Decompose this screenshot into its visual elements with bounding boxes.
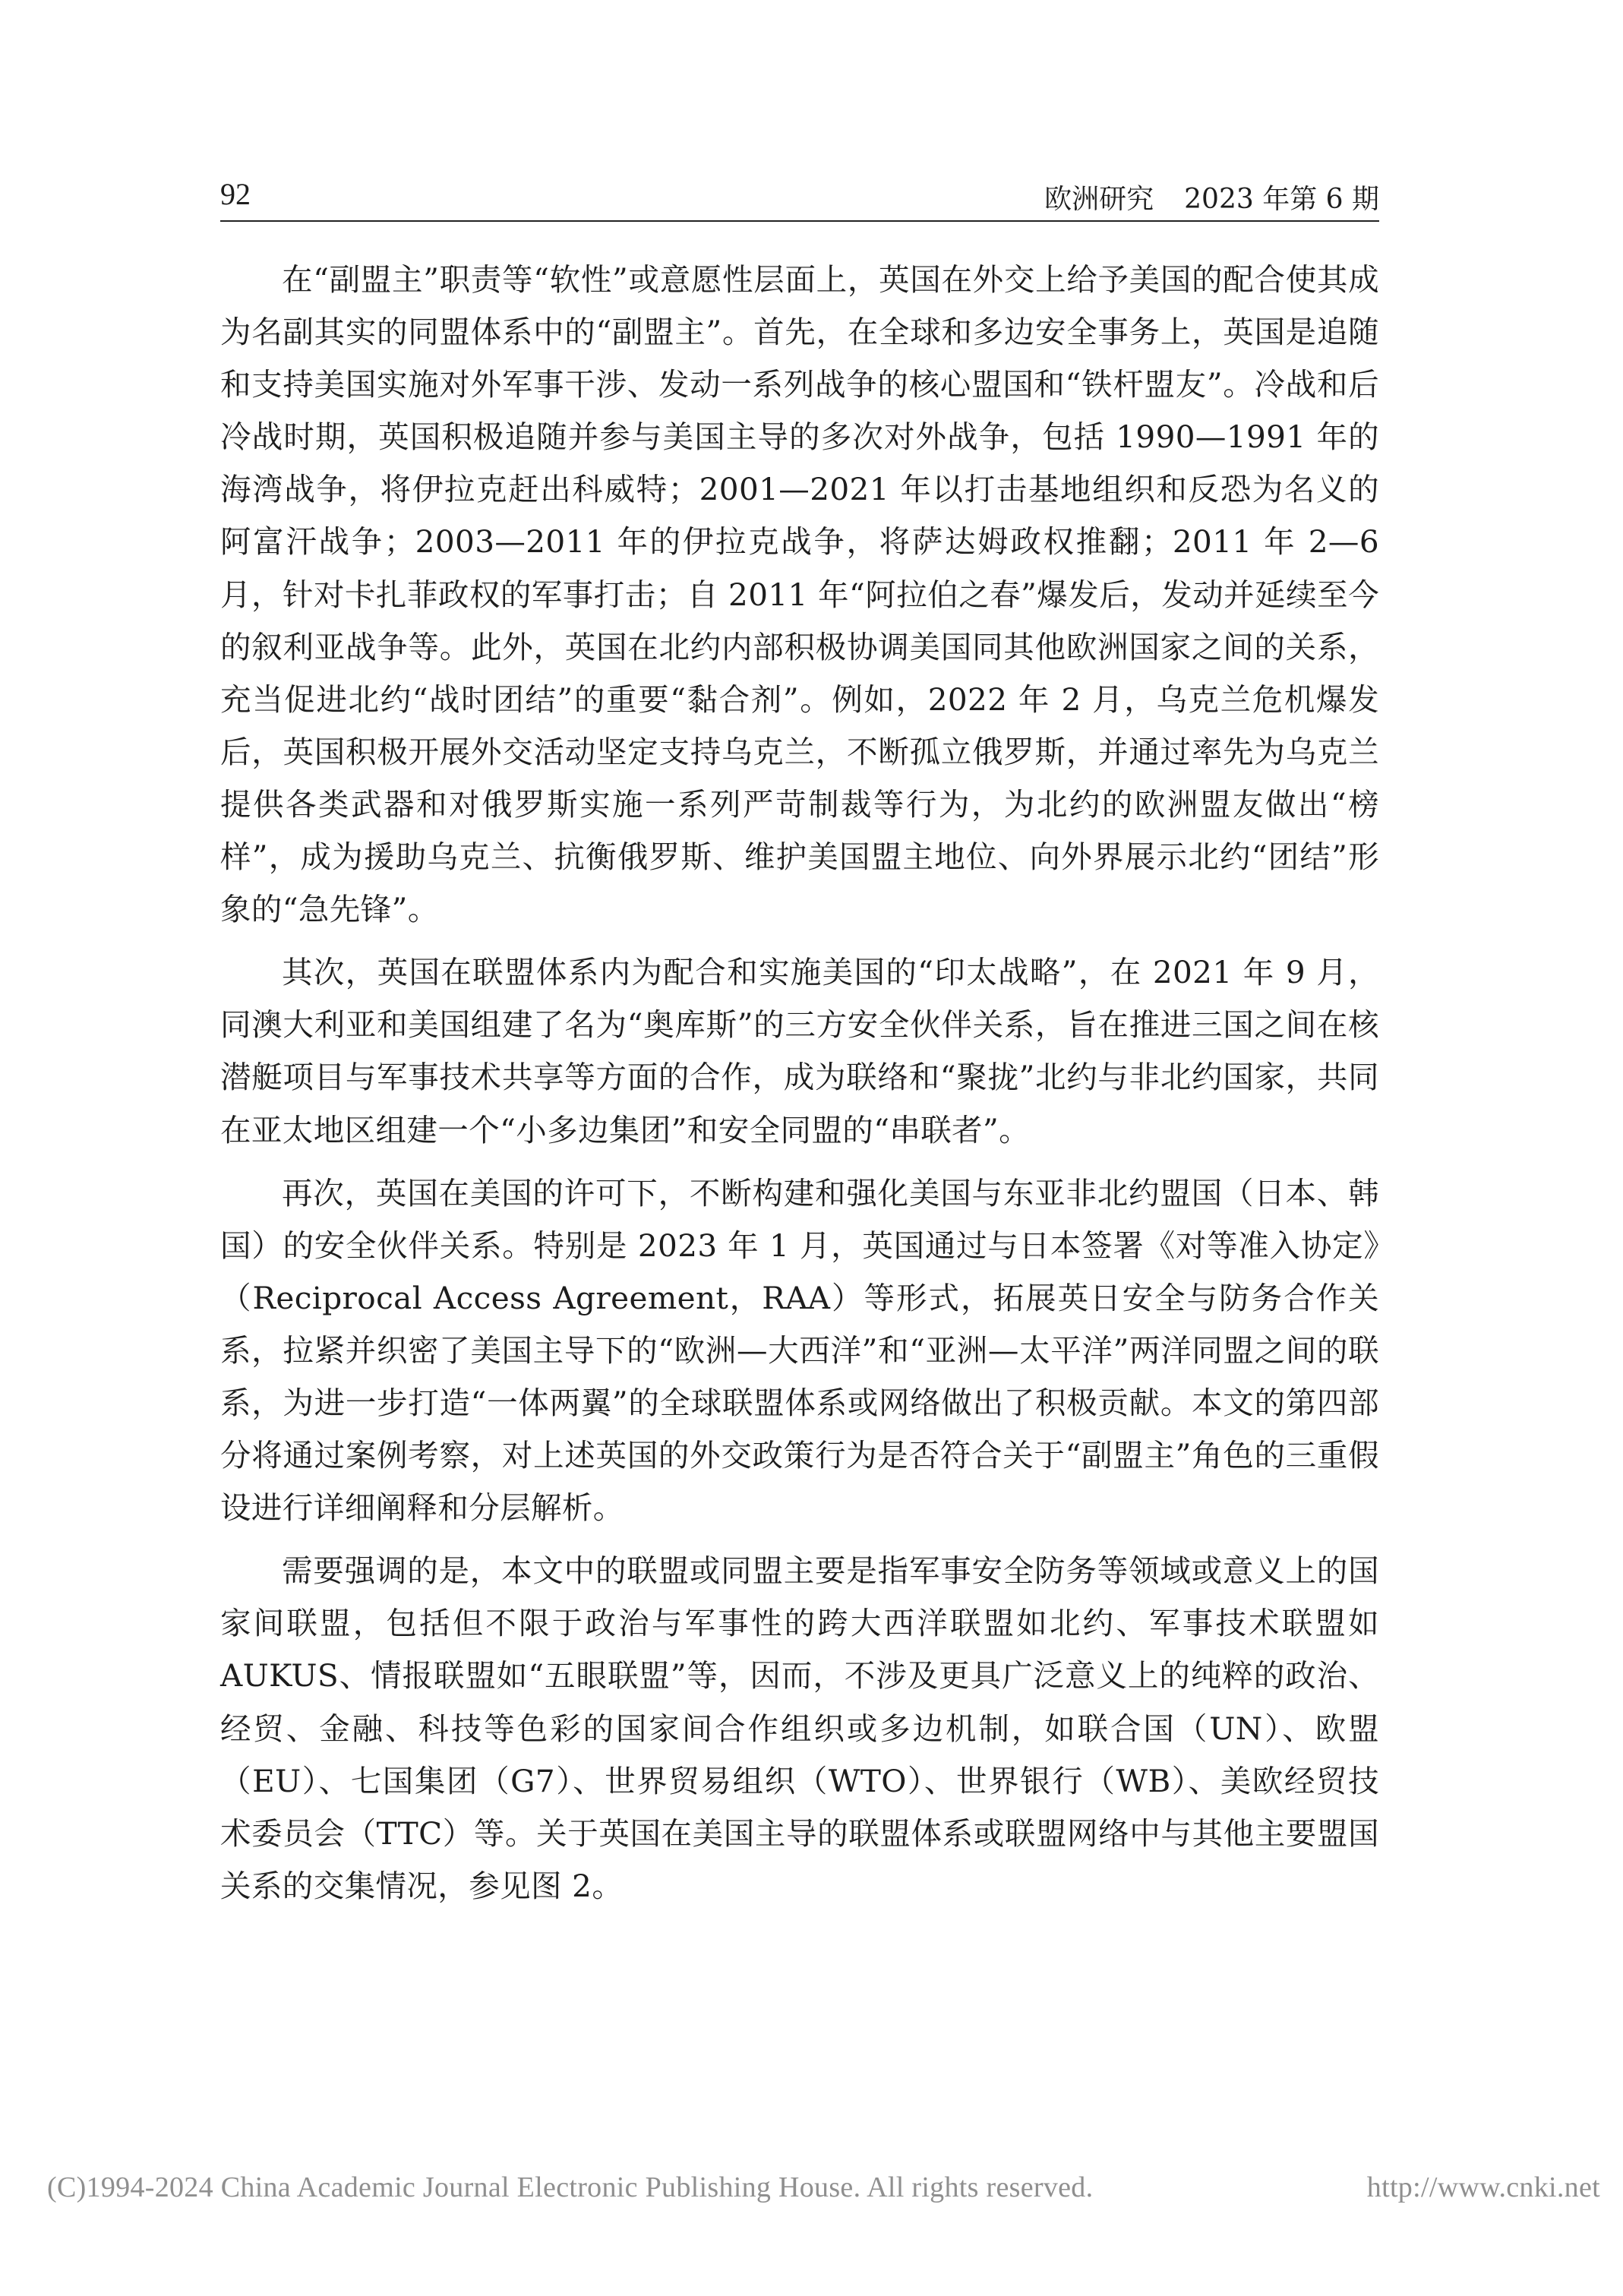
- header-rule: [220, 220, 1379, 222]
- copyright-notice: (C)1994-2024 China Academic Journal Electronic Publishing House. All rights reserved.: [47, 2171, 1094, 2203]
- issue-label: 2023 年第 6 期: [1184, 184, 1379, 215]
- article-body: [220, 254, 1379, 1923]
- paragraph: 需要强调的是，本文中的联盟或同盟主要是指军事安全防务等领域或意义上的国家间联盟，包括但不限于政治与军事性的跨大西洋联盟如北约、军事技术联盟如 AUKUS、情报联盟如“五眼联盟”等，因而，不涉及更具广泛意义上的纯粹的政治、经贸、金融、科技等色彩的国家间合作组织或多边机制，如联合国（UN）、欧盟（EU）、七国集团（G7）、世界贸易组织（WTO）、世界银行（WB）、美欧经贸技术委员会（TTC）等。关于英国在美国主导的联盟体系或联盟网络中与其他主要盟国关系的交集情况，参见图 2。: [220, 1552, 1379, 1904]
- page-header: [220, 176, 1379, 222]
- copyright-footer: [47, 2171, 1600, 2204]
- paragraph: 在“副盟主”职责等“软性”或意愿性层面上，英国在外交上给予美国的配合使其成为名副其实的同盟体系中的“副盟主”。首先，在全球和多边安全事务上，英国是追随和支持美国实施对外军事干涉、发动一系列战争的核心盟国和“铁杆盟友”。冷战和后冷战时期，英国积极追随并参与美国主导的多次对外战争，包括 1990—1991 年的海湾战争，将伊拉克赶出科威特；2001—2021 年以打击基地组织和反恐为名义的阿富汗战争；2003—2011 年的伊拉克战争，将萨达姆政权推翻；2011 年 2—6 月，针对卡扎菲政权的军事打击；自 2011 年“阿拉伯之春”爆发后，发动并延续至今的叙利亚战争等。此外，英国在北约内部积极协调美国同其他欧洲国家之间的关系，充当促进北约“战时团结”的重要“黏合剂”。例如，2022 年 2 月，乌克兰危机爆发后，英国积极开展外交活动坚定支持乌克兰，不断孤立俄罗斯，并通过率先为乌克兰提供各类武器和对俄罗斯实施一系列严苛制裁等行为，为北约的欧洲盟友做出“榜样”，成为援助乌克兰、抗衡俄罗斯、维护美国盟主地位、向外界展示北约“团结”形象的“急先锋”。: [220, 261, 1379, 928]
- paragraph: 其次，英国在联盟体系内为配合和实施美国的“印太战略”，在 2021 年 9 月，同澳大利亚和美国组建了名为“奥库斯”的三方安全伙伴关系，旨在推进三国之间在核潜艇项目与军事技术共享等方面的合作，成为联络和“聚拢”北约与非北约国家，共同在亚太地区组建一个“小多边集团”和安全同盟的“串联者”。: [220, 954, 1379, 1148]
- running-head: [1044, 178, 1379, 216]
- paragraph: 再次，英国在美国的许可下，不断构建和强化美国与东亚非北约盟国（日本、韩国）的安全伙伴关系。特别是 2023 年 1 月，英国通过与日本签署《对等准入协定》（Reciprocal Access Agreement，RAA）等形式，拓展英日安全与防务合作关系，拉紧并织密了美国主导下的“欧洲—大西洋”和“亚洲—太平洋”两洋同盟之间的联系，为进一步打造“一体两翼”的全球联盟体系或网络做出了积极贡献。本文的第四部分将通过案例考察，对上述英国的外交政策行为是否符合关于“副盟主”角色的三重假设进行详细阐释和分层解析。: [220, 1174, 1379, 1527]
- page-number: 92: [220, 177, 251, 211]
- cnki-link[interactable]: http://www.cnki.net: [1366, 2171, 1600, 2203]
- journal-title: 欧洲研究: [1044, 184, 1154, 215]
